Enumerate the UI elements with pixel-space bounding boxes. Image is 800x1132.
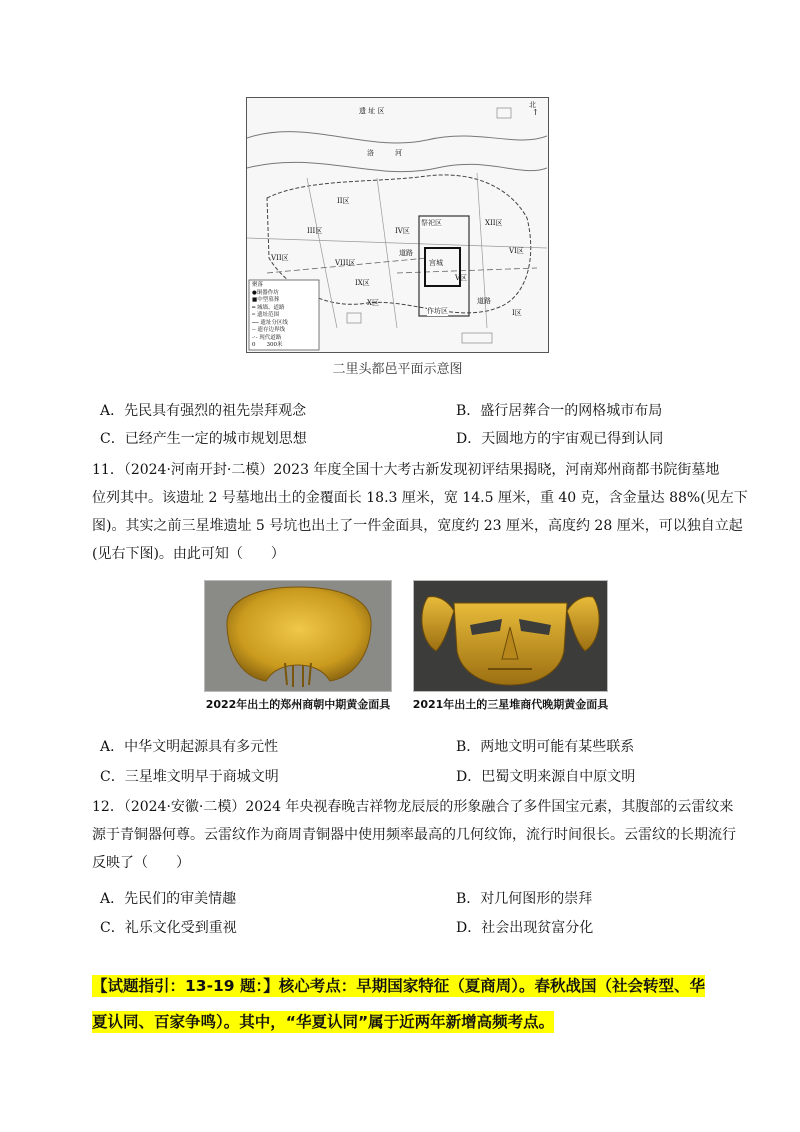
legend-item: ●铜器作坊 bbox=[252, 289, 279, 296]
exam-guide-note bbox=[92, 968, 732, 1040]
map-label-zone-XII: XII区 bbox=[485, 219, 503, 227]
map-label-zone-IV: IV区 bbox=[395, 227, 410, 235]
map-label-zone-X: X区 bbox=[367, 299, 379, 307]
sanxingdui-gold-mask-image bbox=[413, 580, 608, 692]
q12-stem-line-3: 反映了（ ） bbox=[92, 855, 190, 871]
map-label-zone-VIII: VIII区 bbox=[335, 259, 356, 267]
legend-item: -- 遗存边界线 bbox=[252, 327, 285, 333]
q11-stem-line-1: 11．（2024·河南开封·二模）2023 年度全国十大考古新发现初评结果揭晓，河南郑州商都书院街墓地 bbox=[92, 462, 720, 478]
map-label-zone-VII: VII区 bbox=[271, 254, 289, 262]
q11-option-c: C．三星堆文明早于商城文明 bbox=[100, 769, 279, 785]
map-label-river: 洛 河 bbox=[367, 149, 402, 157]
north-arrow-label: 北 bbox=[529, 101, 536, 109]
q11-stem-line-4: (见右下图)。由此可知（ ） bbox=[92, 546, 285, 562]
map-label-palace: 宫城 bbox=[429, 259, 443, 267]
q11-option-b: B．两地文明可能有某些联系 bbox=[456, 739, 635, 755]
map-caption: 二里头都邑平面示意图 bbox=[332, 362, 463, 377]
q12-option-d: D．社会出现贫富分化 bbox=[456, 920, 594, 936]
map-legend bbox=[252, 282, 288, 350]
q11-option-d: D．巴蜀文明来源自中原文明 bbox=[456, 769, 636, 785]
q11-stem-line-2: 位列其中。该遗址 2 号墓地出土的金覆面长 18.3 厘米，宽 14.5 厘米，重 40 克，含金量达 88%(见左下 bbox=[92, 490, 748, 506]
north-arrow-icon: ↑ bbox=[532, 108, 539, 117]
legend-item: ━ 城墙、道路 bbox=[252, 304, 285, 311]
legend-item: 聚落 bbox=[252, 282, 264, 288]
map-label-top-region: 遗 址 区 bbox=[359, 107, 385, 115]
legend-scale: 0 300米 bbox=[252, 342, 283, 348]
zhengzhou-gold-mask-drawing bbox=[205, 581, 391, 691]
map-label-zone-I: I区 bbox=[512, 309, 522, 317]
map-label-zone-II: II区 bbox=[337, 197, 350, 205]
q12-option-b: B．对几何图形的崇拜 bbox=[456, 891, 593, 907]
q11-stem-line-3: 图)。其实之前三星堆遗址 5 号坑也出土了一件金面具，宽度约 23 厘米，高度约 28 厘米，可以独自立起 bbox=[92, 518, 743, 534]
exam-guide-line-2: 夏认同、百家争鸣）。其中，“华夏认同”属于近两年新增高频考点。 bbox=[92, 1013, 555, 1031]
q10-option-a: A．先民具有强烈的祖先崇拜观念 bbox=[100, 403, 307, 419]
map-label-zone-IX: IX区 bbox=[355, 279, 370, 287]
legend-item: ── 遗址分区线 bbox=[252, 319, 288, 326]
sanxingdui-gold-mask-drawing bbox=[414, 581, 607, 691]
legend-item: ┅ 遗址范围 bbox=[252, 312, 280, 318]
map-label-road-1: 道路 bbox=[399, 249, 413, 257]
q10-option-c: C．已经产生一定的城市规划思想 bbox=[100, 431, 307, 447]
map-label-zone-VI: VI区 bbox=[509, 247, 524, 255]
zhengzhou-gold-mask-image bbox=[204, 580, 392, 692]
sanxingdui-mask-caption: 2021年出土的三星堆商代晚期黄金面具 bbox=[412, 698, 609, 711]
site-plan-map bbox=[246, 97, 549, 353]
legend-item: ■中型墓葬 bbox=[252, 297, 280, 303]
map-label-workshop: 作坊区 bbox=[427, 307, 448, 315]
q10-option-b: B．盛行居葬合一的网格城市布局 bbox=[456, 403, 663, 419]
exam-guide-line-1: 【试题指引：13-19 题：】核心考点：早期国家特征（夏商周）。春秋战国（社会转型、华 bbox=[92, 977, 705, 995]
map-label-sacrifice: 祭祀区 bbox=[421, 219, 442, 227]
map-label-road-2: 道路 bbox=[477, 297, 491, 305]
q12-stem-line-1: 12．（2024·安徽·二模）2024 年央视春晚吉祥物龙辰辰的形象融合了多件国宝元素，其腹部的云雷纹来 bbox=[92, 799, 734, 815]
q12-option-a: A．先民们的审美情趣 bbox=[100, 891, 237, 907]
q10-option-d: D．天圆地方的宇宙观已得到认同 bbox=[456, 431, 664, 447]
map-label-zone-V: V区 bbox=[455, 274, 468, 282]
q12-option-c: C．礼乐文化受到重视 bbox=[100, 920, 237, 936]
legend-item: -·- 现代道路 bbox=[252, 334, 282, 341]
zhengzhou-mask-caption: 2022年出土的郑州商朝中期黄金面具 bbox=[205, 698, 391, 711]
map-label-zone-III: III区 bbox=[307, 227, 323, 235]
q11-option-a: A．中华文明起源具有多元性 bbox=[100, 739, 279, 755]
q12-stem-line-2: 源于青铜器何尊。云雷纹作为商周青铜器中使用频率最高的几何纹饰，流行时间很长。云雷纹的长期流行 bbox=[92, 827, 736, 843]
